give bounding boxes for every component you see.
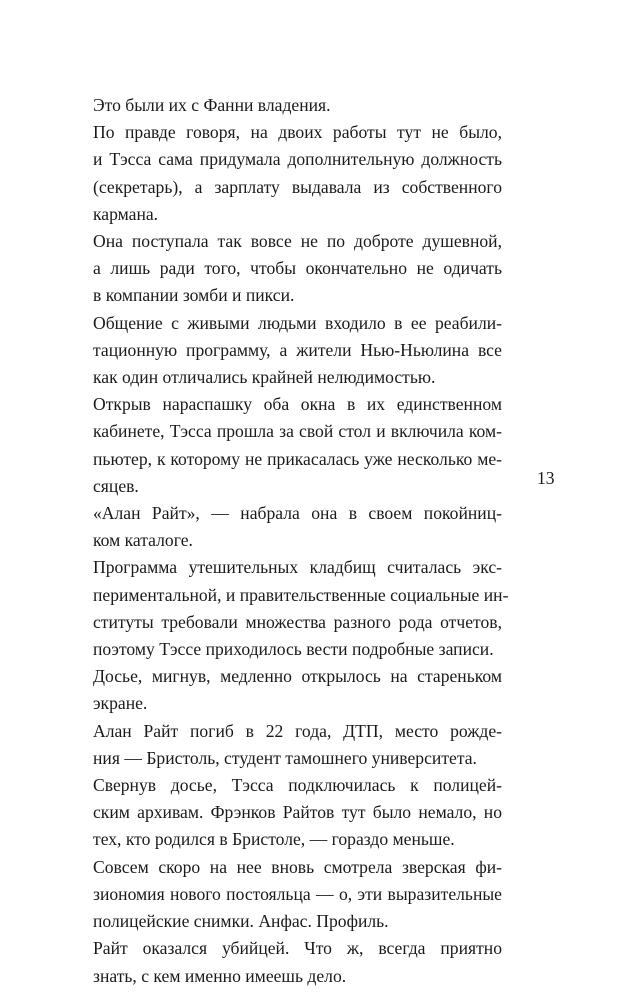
text-line: экране. [93, 693, 148, 714]
text-line: ком каталоге. [93, 530, 193, 551]
paragraph-4 [93, 310, 502, 392]
text-line: тационную программу, а жители Нью-Ньюлина все [93, 339, 502, 360]
text-line: и Тэсса сама придумала дополнительную должность [93, 149, 502, 170]
text-line: в компании зомби и пикси. [93, 285, 295, 306]
paragraph-7 [93, 554, 509, 663]
page-number: 13 [537, 468, 555, 488]
text-line: пьютер, к которому не прикасалась уже несколько ме- [93, 448, 502, 469]
text-line: Она поступала так вовсе не по доброте душевной, [93, 231, 502, 252]
text-line: а лишь ради того, чтобы окончательно не одичать [93, 258, 502, 279]
text-line: Алан Райт погиб в 22 года, ДТП, место рожде- [93, 720, 502, 741]
text-line: ния — Бристоль, студент тамошнего университета. [93, 747, 477, 768]
paragraph-11 [93, 854, 502, 936]
text-line: поэтому Тэссе приходилось вести подробные записи. [93, 639, 494, 660]
text-line: как один отличались крайней нелюдимостью. [93, 367, 436, 388]
paragraph-10 [93, 772, 502, 854]
text-line: Общение с живыми людьми входило в ее реабили- [93, 312, 502, 333]
text-line: кабинете, Тэсса прошла за свой стол и включила ком- [93, 421, 502, 442]
text-line: периментальной, и правительственные социальные ин- [93, 584, 509, 605]
text-line: «Алан Райт», — набрала она в своем покойниц- [93, 503, 502, 524]
paragraph-5 [93, 391, 502, 500]
text-line: кармана. [93, 203, 159, 224]
text-line: Совсем скоро на нее вновь смотрела зверская фи- [93, 856, 502, 877]
text-line: (секретарь), а зарплату выдавала из собственного [93, 176, 502, 197]
text-line: сяцев. [93, 475, 139, 496]
paragraph-6 [93, 500, 502, 554]
body-text [93, 92, 509, 990]
text-line: полицейские снимки. Анфас. Профиль. [93, 911, 389, 932]
text-line: Досье, мигнув, медленно открылось на стареньком [93, 666, 502, 687]
text-line: Райт оказался убийцей. Что ж, всегда приятно [93, 938, 502, 959]
text-line: Это были их с Фанни владения. [93, 95, 331, 115]
paragraph-3 [93, 228, 502, 310]
text-line: Открыв нараспашку оба окна в их единственном [93, 394, 502, 415]
text-line: Программа утешительных кладбищ считалась экс- [93, 557, 502, 578]
paragraph-12 [93, 935, 502, 989]
text-line: Свернув досье, Тэсса подключилась к полицей- [93, 775, 502, 796]
paragraph-1 [93, 92, 502, 119]
paragraph-9 [93, 718, 502, 772]
text-line: ским архивам. Фрэнков Райтов тут было немало, но [93, 802, 502, 823]
paragraph-8 [93, 663, 502, 717]
text-line: тех, кто родился в Бристоле, — гораздо меньше. [93, 829, 455, 850]
text-line: По правде говоря, на двоих работы тут не было, [93, 122, 502, 143]
text-line: зиономия нового постояльца — о, эти выразительные [93, 883, 502, 904]
text-line: ституты требовали множества разного рода отчетов, [93, 611, 502, 632]
text-line: знать, с кем именно имеешь дело. [93, 965, 347, 986]
paragraph-2 [93, 119, 502, 228]
